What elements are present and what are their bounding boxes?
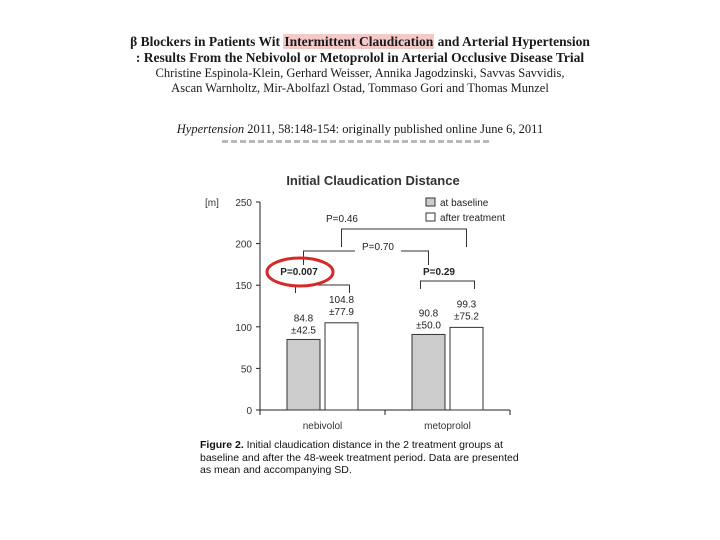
p-value-label: P=0.70 — [362, 242, 394, 253]
x-tick-label: metoprolol — [424, 421, 471, 432]
figure-caption — [200, 439, 520, 477]
bar-sd-label: ±50.0 — [416, 320, 441, 332]
y-tick-label: 150 — [235, 281, 252, 293]
bar-value-label: 84.8 — [293, 313, 314, 325]
bar-sd-label: ±75.2 — [454, 311, 479, 323]
authors-line-2: Ascan Warnholtz, Mir-Abolfazl Ostad, Tommaso Gori and Thomas Munzel — [171, 81, 549, 95]
caption-text: Initial claudication distance in the 2 treatment groups at baseline and after the 48-week treatment period. Data are presented as mean and accompanying SD. — [200, 439, 519, 476]
claudication-bar-chart — [190, 165, 530, 440]
p-value-label: P=0.007 — [280, 267, 318, 278]
title-highlight: Intermittent Claudication — [284, 34, 434, 49]
obscured-text-strip — [222, 140, 490, 143]
legend-swatch-baseline — [426, 198, 435, 206]
citation — [0, 122, 720, 137]
legend-label: after treatment — [440, 213, 506, 224]
bar-metoprolol-baseline — [412, 334, 445, 410]
caption-label: Figure 2. — [200, 439, 244, 451]
legend-swatch-after-treatment — [426, 213, 435, 221]
citation-journal: Hypertension — [176, 122, 245, 136]
y-tick-label: 50 — [240, 364, 252, 376]
bar-value-label: 104.8 — [328, 294, 355, 306]
bracket-metoprolol — [421, 281, 475, 289]
bar-metoprolol-after-treatment — [450, 327, 483, 410]
bar-value-label: 99.3 — [456, 299, 477, 311]
bar-sd-label: ±42.5 — [291, 325, 316, 337]
x-tick-label: nebivolol — [302, 421, 343, 432]
paper-header — [0, 34, 720, 96]
chart-container — [190, 165, 530, 440]
p-value-label: P=0.29 — [423, 267, 455, 278]
authors-line-1: Christine Espinola-Klein, Gerhard Weisser, Annika Jagodzinski, Savvas Savvidis, — [155, 66, 565, 80]
legend-label: at baseline — [440, 198, 489, 209]
y-tick-label: 250 — [235, 198, 252, 209]
y-axis-label: [m] — [205, 198, 219, 209]
bar-nebivolol-after-treatment — [325, 323, 358, 410]
y-tick-label: 100 — [235, 322, 252, 334]
title-prefix: β Blockers in Patients Wit — [130, 34, 280, 49]
y-tick-label: 200 — [235, 239, 252, 251]
bar-value-label: 90.8 — [418, 308, 439, 320]
paper-title-line-1 — [0, 34, 720, 50]
chart-title: Initial Claudication Distance — [286, 173, 460, 188]
y-tick-label: 0 — [246, 406, 252, 417]
paper-title-line-2: : Results From the Nebivolol or Metoprolol in Arterial Occlusive Disease Trial — [135, 50, 585, 65]
bar-nebivolol-baseline — [287, 339, 320, 410]
p-value-label: P=0.46 — [326, 214, 358, 225]
citation-details: 2011, 58:148-154: originally published online June 6, 2011 — [244, 122, 544, 136]
title-suffix: and Arterial Hypertension — [437, 34, 590, 49]
bar-sd-label: ±77.9 — [329, 306, 354, 318]
